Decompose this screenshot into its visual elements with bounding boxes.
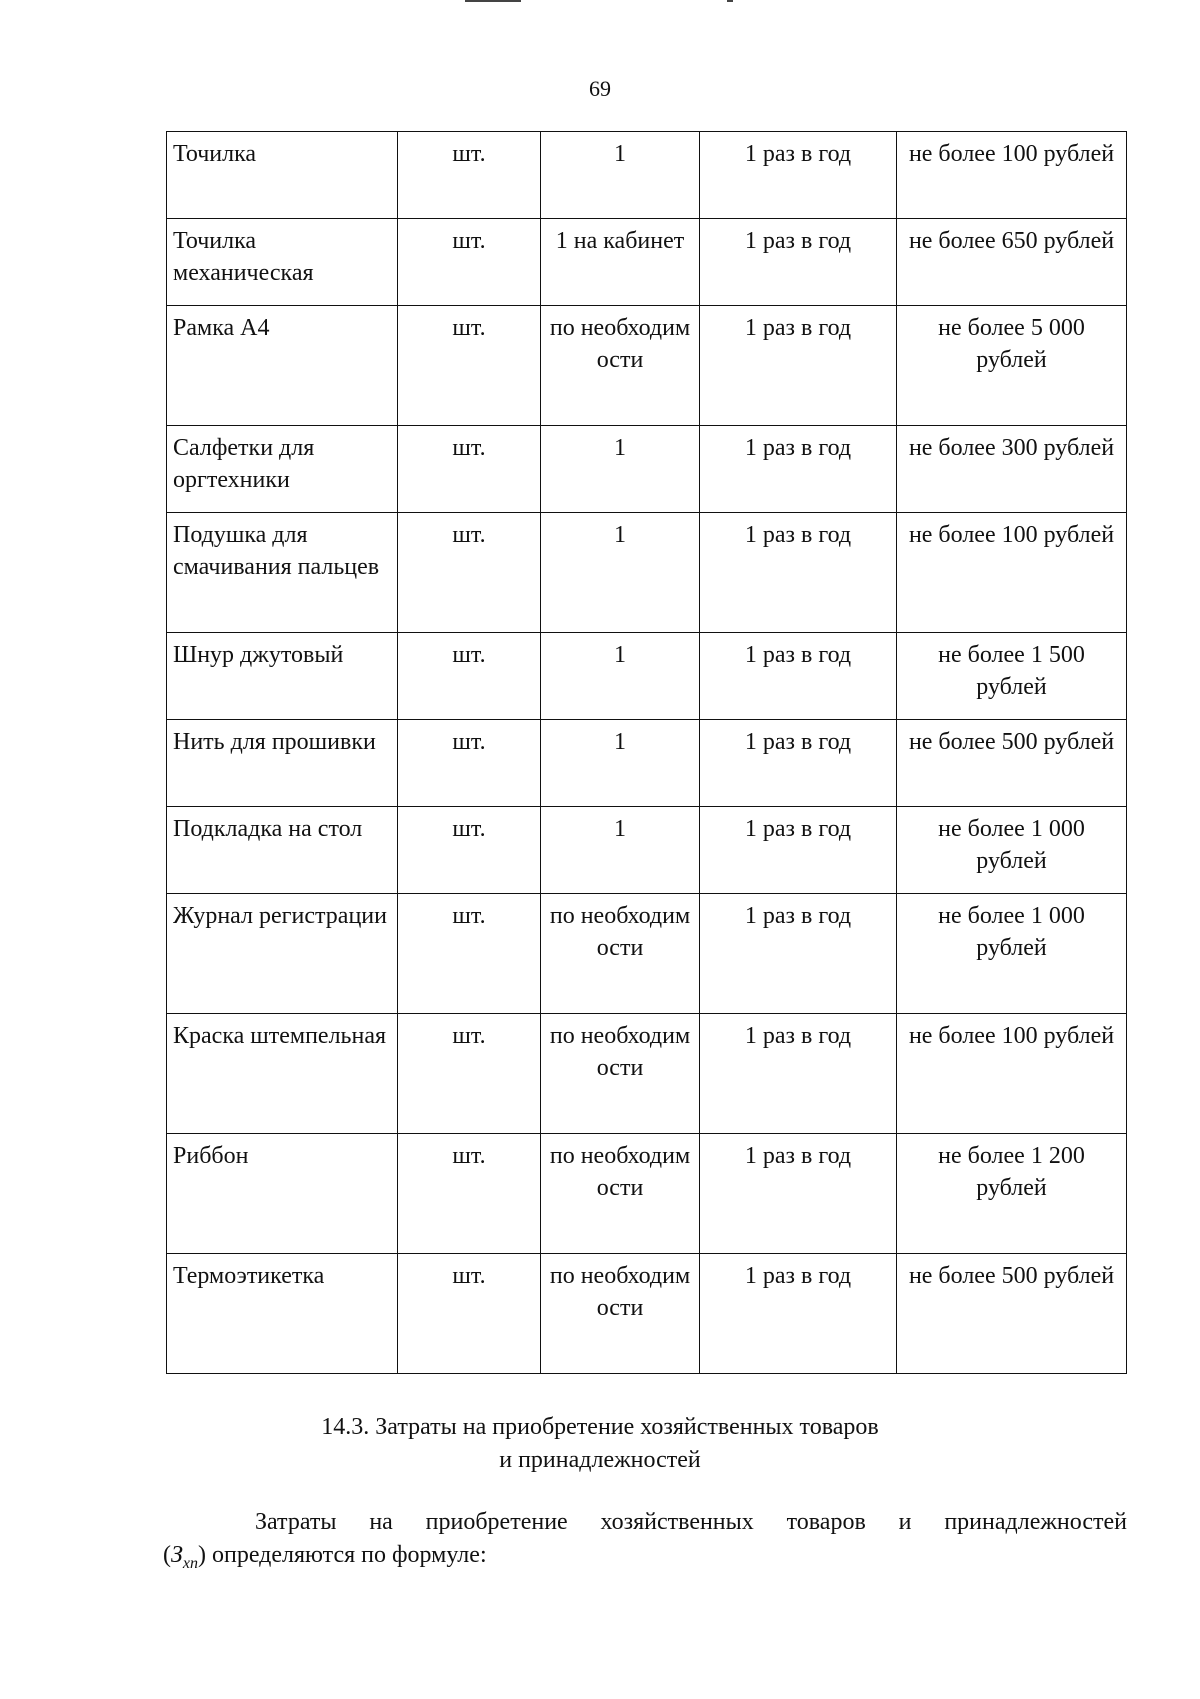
frequency-cell: 1 раз в год [700, 894, 897, 1014]
quantity-cell: 1 [541, 633, 700, 720]
frequency-cell: 1 раз в год [700, 1134, 897, 1254]
section-heading-line-1: 14.3. Затраты на приобретение хозяйственных товаров [321, 1414, 879, 1440]
body-paragraph [163, 1506, 1127, 1580]
item-name-cell: Журнал регистрации [167, 894, 398, 1014]
item-name-cell: Салфетки для оргтехники [167, 426, 398, 513]
item-name-cell: Риббон [167, 1134, 398, 1254]
item-name-cell: Рамка А4 [167, 306, 398, 426]
table-row [167, 306, 1127, 426]
item-name-cell: Точилка [167, 132, 398, 219]
table-row [167, 633, 1127, 720]
formula-symbol: З [171, 1542, 183, 1568]
unit-cell: шт. [398, 1134, 541, 1254]
page-number: 69 [589, 76, 611, 101]
unit-cell: шт. [398, 633, 541, 720]
frequency-cell: 1 раз в год [700, 426, 897, 513]
price-cell: не более 650 рублей [897, 219, 1127, 306]
table-row [167, 219, 1127, 306]
price-cell: не более 300 рублей [897, 426, 1127, 513]
quantity-cell: 1 [541, 720, 700, 807]
quantity-cell: по необходим ости [541, 1014, 700, 1134]
unit-cell: шт. [398, 132, 541, 219]
supplies-table [166, 131, 1127, 1374]
supplies-table-body [167, 132, 1127, 1374]
unit-cell: шт. [398, 306, 541, 426]
price-cell: не более 1 500 рублей [897, 633, 1127, 720]
unit-cell: шт. [398, 1014, 541, 1134]
unit-cell: шт. [398, 219, 541, 306]
quantity-cell: 1 [541, 426, 700, 513]
item-name-cell: Подушка для смачивания пальцев [167, 513, 398, 633]
price-cell: не более 1 000 рублей [897, 894, 1127, 1014]
table-row [167, 1254, 1127, 1374]
table-row [167, 1134, 1127, 1254]
table-row [167, 513, 1127, 633]
price-cell: не более 5 000 рублей [897, 306, 1127, 426]
table-row [167, 426, 1127, 513]
section-heading-line-2: и принадлежностей [499, 1447, 701, 1473]
unit-cell: шт. [398, 1254, 541, 1374]
price-cell: не более 1 200 рублей [897, 1134, 1127, 1254]
item-name-cell: Термоэтикетка [167, 1254, 398, 1374]
item-name-cell: Подкладка на стол [167, 807, 398, 894]
section-heading [0, 1411, 1200, 1477]
table-row [167, 894, 1127, 1014]
quantity-cell: 1 [541, 807, 700, 894]
price-cell: не более 100 рублей [897, 1014, 1127, 1134]
quantity-cell: по необходим ости [541, 1254, 700, 1374]
unit-cell: шт. [398, 807, 541, 894]
item-name-cell: Нить для прошивки [167, 720, 398, 807]
frequency-cell: 1 раз в год [700, 633, 897, 720]
unit-cell: шт. [398, 426, 541, 513]
table-row [167, 720, 1127, 807]
price-cell: не более 100 рублей [897, 132, 1127, 219]
table-row [167, 1014, 1127, 1134]
quantity-cell: 1 на кабинет [541, 219, 700, 306]
price-cell: не более 1 000 рублей [897, 807, 1127, 894]
frequency-cell: 1 раз в год [700, 1254, 897, 1374]
scan-top-mark-left [465, 0, 521, 2]
frequency-cell: 1 раз в год [700, 132, 897, 219]
quantity-cell: по необходим ости [541, 1134, 700, 1254]
item-name-cell: Краска штемпельная [167, 1014, 398, 1134]
frequency-cell: 1 раз в год [700, 219, 897, 306]
unit-cell: шт. [398, 513, 541, 633]
price-cell: не более 500 рублей [897, 720, 1127, 807]
price-cell: не более 100 рублей [897, 513, 1127, 633]
table-row [167, 132, 1127, 219]
unit-cell: шт. [398, 720, 541, 807]
frequency-cell: 1 раз в год [700, 306, 897, 426]
quantity-cell: 1 [541, 513, 700, 633]
quantity-cell: по необходим ости [541, 306, 700, 426]
formula-symbol-subscript: хп [182, 1554, 198, 1572]
quantity-cell: по необходим ости [541, 894, 700, 1014]
frequency-cell: 1 раз в год [700, 807, 897, 894]
unit-cell: шт. [398, 894, 541, 1014]
item-name-cell: Точилка механическая [167, 219, 398, 306]
quantity-cell: 1 [541, 132, 700, 219]
scan-top-mark-right [727, 0, 733, 2]
price-cell: не более 500 рублей [897, 1254, 1127, 1374]
paragraph-line-2-text: определяются по формуле: [212, 1542, 487, 1568]
frequency-cell: 1 раз в год [700, 720, 897, 807]
item-name-cell: Шнур джутовый [167, 633, 398, 720]
table-row [167, 807, 1127, 894]
paragraph-line-1: Затраты на приобретение хозяйственных товаров и принадлежностей [255, 1509, 1127, 1535]
frequency-cell: 1 раз в год [700, 513, 897, 633]
frequency-cell: 1 раз в год [700, 1014, 897, 1134]
paragraph-line-2: $(З_{хп})$ определяются по формуле: [163, 1542, 487, 1572]
